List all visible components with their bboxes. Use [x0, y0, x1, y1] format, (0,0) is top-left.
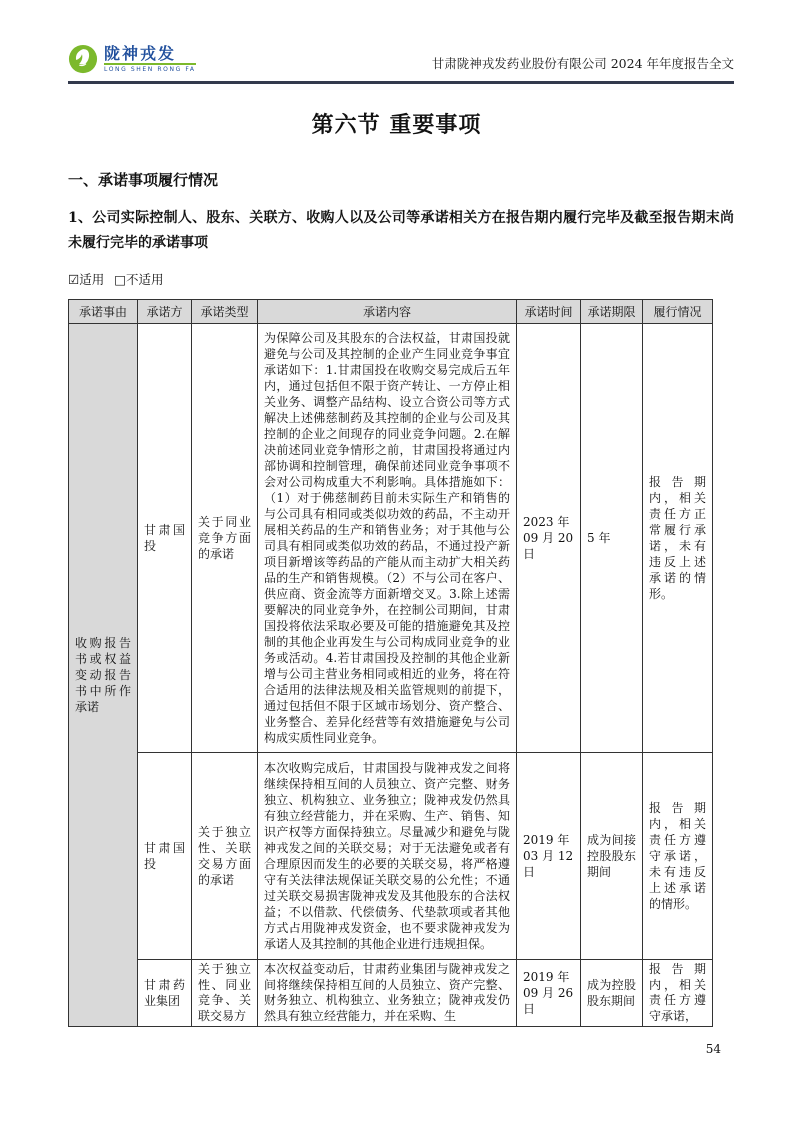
term-cell: 成为间接控股股东期间	[581, 753, 643, 960]
applicable-label: 适用	[79, 272, 105, 287]
brand-name-cn: 陇神戎发	[104, 45, 196, 66]
date-cell: 2023 年 09 月 20 日	[517, 324, 581, 753]
document-title: 甘肃陇神戎发药业股份有限公司 2024 年年度报告全文	[431, 56, 734, 71]
col-header-date: 承诺时间	[517, 300, 581, 324]
cause-cell: 收购报告书或权益变动报告书中所作承诺	[69, 324, 138, 1027]
unchecked-checkbox-icon: □	[114, 272, 127, 287]
table-header-row	[69, 300, 713, 324]
term-cell: 成为控股股东期间	[581, 960, 643, 1027]
col-header-term: 承诺期限	[581, 300, 643, 324]
section-title: 第六节 重要事项	[311, 112, 482, 138]
brand-name-en: LONG SHEN RONG FA	[104, 66, 196, 74]
page-number: 54	[705, 1042, 721, 1056]
performance-cell: 报告期内，相关责任方遵守承诺，	[643, 960, 713, 1027]
page-header	[68, 0, 734, 84]
checked-checkbox-icon: ☑	[68, 272, 80, 287]
party-cell: 甘肃药业集团	[138, 960, 192, 1027]
col-header-type: 承诺类型	[192, 300, 258, 324]
col-header-content: 承诺内容	[258, 300, 517, 324]
performance-cell: 报告期内，相关责任方正常履行承诺，未有违反上述承诺的情形。	[643, 324, 713, 753]
col-header-party: 承诺方	[138, 300, 192, 324]
term-cell: 5 年	[581, 324, 643, 753]
content-cell: 本次权益变动后，甘肃药业集团与陇神戎发之间将继续保持相互间的人员独立、资产完整、财务独立、机构独立、业务独立；陇神戎发仍然具有独立经营能力，并在采购、生	[258, 960, 517, 1027]
not-applicable-option	[114, 272, 163, 287]
party-cell: 甘肃国投	[138, 753, 192, 960]
party-cell: 甘肃国投	[138, 324, 192, 753]
col-header-cause: 承诺事由	[69, 300, 138, 324]
table-row	[69, 324, 713, 753]
type-cell: 关于独立性、同业竞争、关联交易方	[192, 960, 258, 1027]
table-row	[69, 753, 713, 960]
type-cell: 关于同业竞争方面的承诺	[192, 324, 258, 753]
brand-text	[104, 45, 196, 74]
col-header-performance: 履行情况	[643, 300, 713, 324]
logo-icon	[68, 44, 98, 74]
performance-cell: 报告期内，相关责任方遵守承诺，未有违反上述承诺的情形。	[643, 753, 713, 960]
table-row	[69, 960, 713, 1027]
commitments-table	[68, 299, 713, 1027]
not-applicable-label: 不适用	[126, 272, 164, 287]
applicability-line	[68, 270, 734, 288]
type-cell: 关于独立性、关联交易方面的承诺	[192, 753, 258, 960]
applicable-option	[68, 272, 104, 287]
content-cell: 为保障公司及其股东的合法权益，甘肃国投就避免与公司及其控制的企业产生同业竞争事宜承诺如下：1.甘肃国投在收购交易完成后五年内，通过包括但不限于资产转让、一方停止相关业务、调整产品结构、设立合资公司等方式解决上述佛慈制药及其控制的企业与公司及其控制的企业之间现存的同业竞争问题。2.在解决前述同业竞争情形之前，甘肃国投将通过内部协调和控制管理，确保前述同业竞争事项不会对公司构成重大不利影响。具体措施如下：（1）对于佛慈制药目前未实际生产和销售的与公司具有相同或类似功效的药品，不主动开展相关药品的生产和销售业务；对于其他与公司具有相同或类似功效的药品，不通过投产新项目新增该等药品的产能从而主动扩大相关药品的生产和销售规模。（2）不与公司在客户、供应商、资金流等方面新增交叉。3.除上述需要解决的同业竞争外，在控制公司期间，甘肃国投将依法采取必要及可能的措施避免其及控制的其他企业再发生与公司构成同业竞争的业务或活动。4.若甘肃国投及控制的其他企业新增与公司主营业务相同或相近的业务，将在符合适用的法律法规及相关监管规则的前提下，通过包括但不限于区域市场划分、资产整合、业务整合、差异化经营等有效措施避免与公司构成实质性同业竞争。	[258, 324, 517, 753]
content-cell: 本次收购完成后，甘肃国投与陇神戎发之间将继续保持相互间的人员独立、资产完整、财务独立、机构独立、业务独立；陇神戎发仍然具有独立经营能力，并在采购、生产、销售、知识产权等方面保持独立。尽量减少和避免与陇神戎发之间的关联交易；对于无法避免或者有合理原因而发生的必要的关联交易，将严格遵守有关法律法规保证关联交易的公允性；不通过关联交易损害陇神戎发及其他股东的合法权益；不以借款、代偿债务、代垫款项或者其他方式占用陇神戎发资金，也不要求陇神戎发为承诺人及其控制的其他企业进行违规担保。	[258, 753, 517, 960]
company-logo	[68, 44, 196, 74]
heading-commitments: 一、承诺事项履行情况	[68, 171, 219, 189]
date-cell: 2019 年 03 月 12 日	[517, 753, 581, 960]
date-cell: 2019 年 09 月 26 日	[517, 960, 581, 1027]
subheading-commitments-detail: 1、公司实际控制人、股东、关联方、收购人以及公司等承诺相关方在报告期内履行完毕及截至报告期末尚未履行完毕的承诺事项	[68, 210, 734, 251]
